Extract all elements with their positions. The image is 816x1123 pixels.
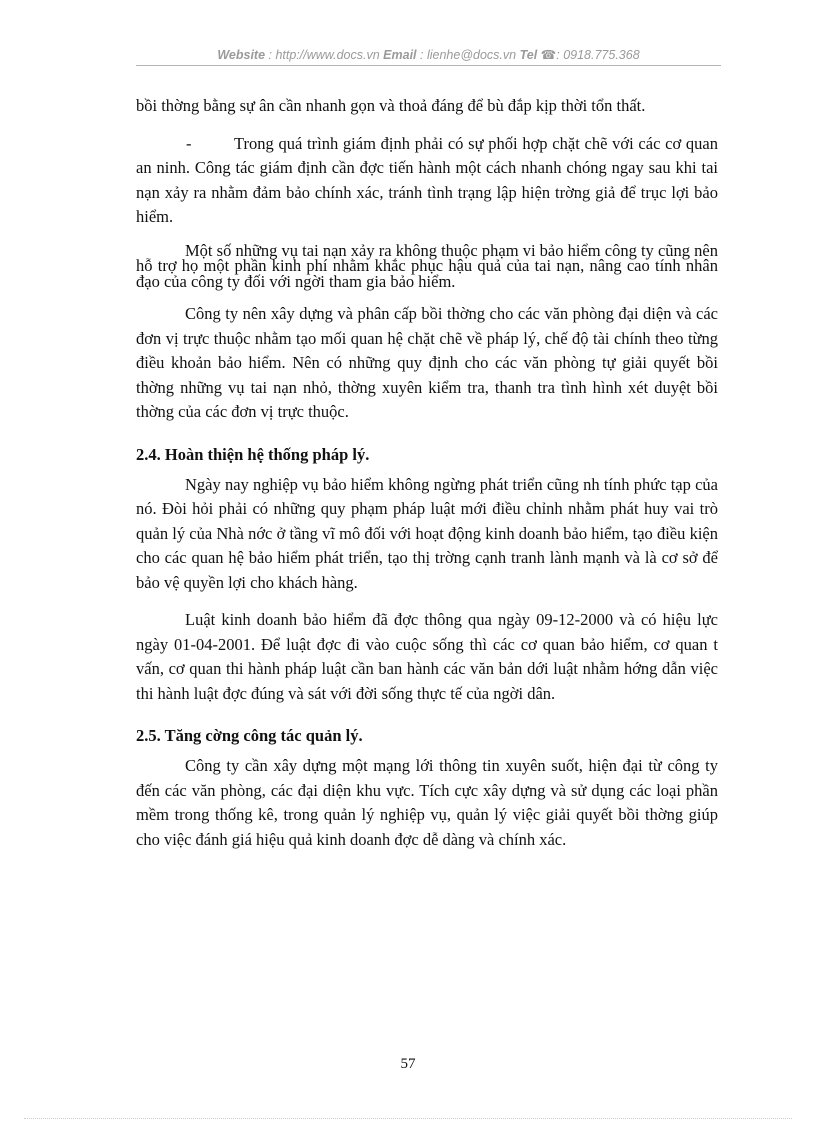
paragraph-continuation: bồi thờng bằng sự ân cần nhanh gọn và thoả đáng để bù đắp kịp thời tổn thất.: [136, 96, 646, 115]
tel-label: Tel: [519, 48, 538, 62]
email-label: Email: [383, 48, 417, 62]
section-heading-2-4: 2.4. Hoàn thiện hệ thống pháp lý.: [136, 444, 370, 464]
website-label: Website: [217, 48, 266, 62]
paragraph-insurance-law: Luật kinh doanh bảo hiểm đã đợc thông qua ngày 09-12-2000 và có hiệu lực ngày 01-04-2001. Để luật đợc đi vào cuộc sống thì các cơ quan bảo hiểm, cơ quan t vấn, cơ quan thi hành pháp luật cần ban hành các văn bản dới luật nhằm hớng dẫn việc thi hành luật đợc đúng và sát với đời sống thực tế của ngời dân.: [136, 610, 718, 703]
document-body: [136, 94, 718, 852]
dash-bullet: -: [186, 133, 192, 153]
section-heading-2-5: 2.5. Tăng cờng công tác quản lý.: [136, 726, 363, 745]
footer-divider: [24, 1118, 792, 1119]
page-number: 57: [400, 1056, 416, 1072]
website-value: : http://www.docs.vn: [268, 48, 380, 62]
paragraph-dash-item: [136, 132, 718, 230]
dash-item-text: Trong quá trình giám định phải có sự phối hợp chặt chẽ với các cơ quan an ninh. Công tác giám định cần đợc tiến hành một cách nhanh chóng ngay sau khi tai nạn xảy ra nhằm đảm bảo chính xác, tránh tình trạng lập hiện trờng giả để trục lợi bảo hiểm.: [136, 133, 718, 226]
paragraph-legal-framework: Ngày nay nghiệp vụ bảo hiểm không ngừng phát triển cũng nh tính phức tạp của nó. Đòi hỏi phải có những quy phạm pháp luật mới điều chỉnh nhằm phát huy vai trò quản lý của Nhà nớc ở tầng vĩ mô đối với hoạt động kinh doanh bảo hiểm, tạo điều kiện cho các quan hệ bảo hiểm phát triển, tạo thị trờng cạnh tranh lành mạnh và là cơ sở để bảo vệ quyền lợi cho khách hàng.: [136, 474, 718, 592]
paragraph-decentralize: Công ty nên xây dựng và phân cấp bồi thờng cho các văn phòng đại diện và các đơn vị trực thuộc nhằm tạo mối quan hệ chặt chẽ về pháp lý, chế độ tài chính theo từng điều khoản bảo hiểm. Nên có những quy định cho các văn phòng tự giải quyết bồi thờng những vụ tai nạn nhỏ, thờng xuyên kiểm tra, thanh tra tình hình xét duyệt bồi thờng của các đơn vị trực thuộc.: [136, 304, 718, 421]
email-value: : lienhe@docs.vn: [420, 48, 517, 62]
paragraph-support: Một số những vụ tai nạn xảy ra không thuộc phạm vi bảo hiểm công ty cũng nên hỗ trợ họ một phần kinh phí nhằm khắc phục hậu quả của tai nạn, nâng cao tính nhân đạo của công ty đối với ngời tham gia bảo hiểm.: [136, 240, 718, 291]
tel-value: ☎: 0918.775.368: [540, 48, 640, 62]
paragraph-management: Công ty cần xây dựng một mạng lới thông tin xuyên suốt, hiện đại từ công ty đến các văn phòng, các đại diện khu vực. Tích cực xây dựng và sử dụng các loại phần mềm trong thống kê, trong quản lý nghiệp vụ, quản lý việc giải quyết bồi thờng giúp cho việc đánh giá hiệu quả kinh doanh đợc dễ dàng và chính xác.: [136, 756, 718, 849]
header-divider: [136, 65, 721, 66]
page-header: [136, 47, 721, 62]
